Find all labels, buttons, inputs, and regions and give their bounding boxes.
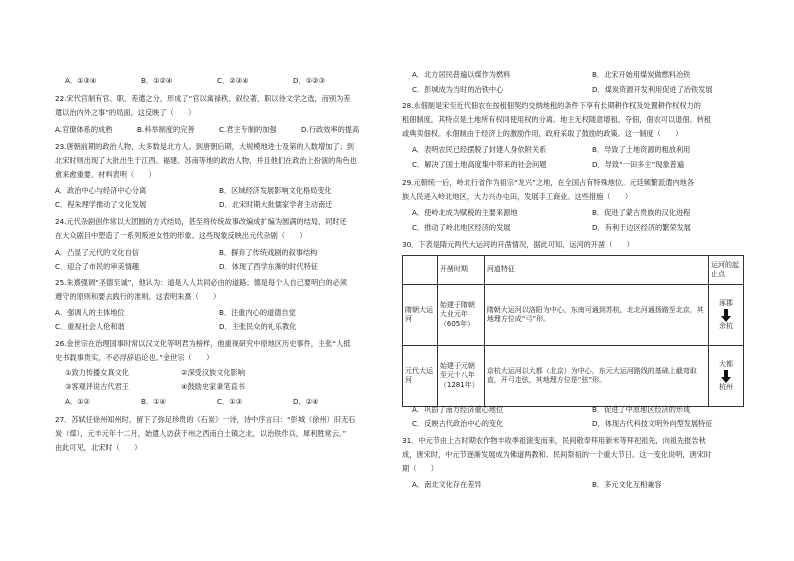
q23-option-b[interactable]: B．区域经济发展影响文化格局变化 (219, 186, 332, 195)
q24-option-b[interactable]: B．摒弃了传统戏剧的叙事结构 (219, 248, 318, 257)
down-arrow-icon (724, 309, 728, 316)
q25-stem-line: 25.朱熹强调“圣德至诚”，他认为：道是人人共同必由的道路；德是每个人自己要明白的必须 (55, 278, 348, 287)
q26-option-d[interactable]: D．②④ (293, 397, 319, 406)
table-row (403, 285, 744, 346)
q29-option-b[interactable]: B．促进了蒙古贵族的汉化进程 (592, 208, 691, 217)
q22-option-a[interactable]: A.官僚体系的成熟 (55, 125, 113, 134)
endpoints-stack (711, 360, 741, 391)
canal-endpoints (709, 346, 744, 407)
q26-item-4: ④鼓励史家秉笔直书 (181, 382, 245, 391)
q22-stem-line: 22.宋代官制有官、职、差遣之分，形成了“官以寓禄秩、叙位著，职以待文学之选，而别为差 (55, 94, 351, 103)
q29-stem-line: 29.元朝统一后，岭北行省作为祖宗“龙兴”之地，在全国占有特殊地位。元廷频繁派遣内地各 (402, 178, 695, 187)
q27-option-d[interactable]: D．煤炭资源开发利用促进了冶铁发展 (592, 85, 713, 94)
q24-stem-line: 24.元代杂剧创作常以大团圆的方式结局，甚至将传统故事改编成扩编为圆满的结局，同时还 (55, 217, 347, 226)
q27-option-a[interactable]: A．北方居民普遍以煤作为燃料 (412, 70, 511, 79)
table-header-row (403, 256, 744, 285)
q24-stem-line: 在大众剧目中塑造了一系列叛逆女性的形象。这些现象反映出元代杂剧（ ） (55, 231, 307, 240)
canal-name: 隋朝大运河 (403, 285, 438, 346)
q28-option-a[interactable]: A．表明农民已经摆脱了封建人身依附关系 (412, 145, 547, 154)
canal-end: 余杭 (719, 321, 734, 330)
down-arrow-icon (724, 370, 728, 377)
q24-option-d[interactable]: D．体现了西学东渐的时代特征 (219, 262, 318, 271)
q26-option-a[interactable]: A．①② (65, 397, 90, 406)
q23-option-d[interactable]: D．北宋时期大批儒家学者主动南迁 (219, 200, 333, 209)
q25-stem-line: 遵守的原则和要去践行的准则。这表明朱熹（ ） (55, 292, 221, 301)
q27-option-b[interactable]: B．北宋开始用煤炭做燃料冶铁 (592, 70, 691, 79)
q28-option-b[interactable]: B．导致了土地资源的粗放利用 (592, 145, 691, 154)
table-row (403, 346, 744, 407)
q28-option-d[interactable]: D．导致“一田多主”现象普遍 (592, 160, 685, 169)
q21-option-a[interactable]: A．①③④ (65, 76, 97, 85)
q31-option-b[interactable]: B．多元文化互相兼容 (592, 480, 662, 489)
q29-option-a[interactable]: A．使岭北成为赋税的主要来源地 (412, 208, 518, 217)
q29-option-d[interactable]: D．有利于边区经济的繁荣发展 (592, 223, 691, 232)
table-header-cell: 运河的起止点 (709, 256, 744, 285)
endpoints-stack (711, 299, 741, 330)
q26-item-2: ②深受汉族文化影响 (181, 368, 245, 377)
q31-option-a[interactable]: A．南北文化存在差异 (412, 480, 482, 489)
q23-stem-line: 23.唐朝前期的政治人物，大多数是北方人。到唐朝后期，大规模地进士及第的人数增加了；到 (55, 142, 354, 151)
q23-option-a[interactable]: A．政治中心与经济中心分离 (55, 186, 147, 195)
q23-option-c[interactable]: C．程朱理学推动了文化发展 (55, 200, 147, 209)
q31-stem-line: 期（ ） (402, 464, 438, 473)
q30-option-b[interactable]: B．促进了中原地区经济的形成 (592, 405, 691, 414)
canal-period: 始建于隋朝大业元年（605年） (437, 285, 484, 346)
canal-start: 涿郡 (719, 299, 734, 308)
canal-period: 始建于元朝至元十八年（1281年） (437, 346, 484, 407)
q22-option-d[interactable]: D.行政效率的提高 (301, 125, 360, 134)
q29-option-c[interactable]: C．推动了岭北地区经济的发展 (412, 223, 511, 232)
q27-stem-line: 炭（煤），元丰元年十二月，始遣人访获于州之西南白土镇之北，以治铁作兵，犀利胜常云。” (55, 429, 347, 438)
q25-option-b[interactable]: B．注重内心的道德自觉 (219, 308, 296, 317)
q30-stem-line: 30．下表是隋元两代大运河的开凿情况，据此可知，运河的开凿（ ） (402, 240, 634, 249)
q28-stem-line: 28.永佃制是宋至近代佃农在按租佃契约交纳地租的条件下享有长期耕作权及处置耕作权权力的 (402, 101, 701, 110)
q24-option-c[interactable]: C．迎合了市民的审美情趣 (55, 262, 140, 271)
q26-item-1: ①致力传播女真文化 (65, 368, 129, 377)
q25-option-a[interactable]: A．强调人的主体地位 (55, 308, 125, 317)
q25-option-d[interactable]: D．主张民众的礼乐教化 (219, 322, 297, 331)
q28-stem-line: 租佃制度，其特点是土地所有权同使用权的分离。地主无权随意增租、夺佃，佃农可以退佃、转租 (402, 115, 712, 124)
canal-name: 元代大运河 (403, 346, 438, 407)
canal-table (402, 255, 744, 407)
canal-feature: 京杭大运河以大都（北京）为中心，东元大运河路线的基础上截弯取直，开弓走弦，其地理方位是“弦”形。 (484, 346, 708, 407)
q25-option-c[interactable]: C．重视社会人伦和谐 (55, 322, 125, 331)
q26-option-c[interactable]: C．①③ (217, 397, 243, 406)
table-header-cell (403, 256, 438, 285)
q24-option-a[interactable]: A．凸显了元代的文化自信 (55, 248, 139, 257)
q31-stem-line: 成，唐宋时，中元节逐渐发展成为佛道两教和、民间祭祖的一个重大节日。这一变化说明，唐宋时 (402, 450, 712, 459)
q29-stem-line: 族人民进入岭北地区，大力兴办屯田，发展手工商业。这些措施（ ） (402, 192, 633, 201)
q26-stem-line: 史书载事贵实，不必浮辞谄论也。”金世宗（ ） (55, 353, 214, 362)
canal-feature: 隋朝大运河以洛阳为中心，东南可通到苏杭，北北河通扬路至北京，其地理方位成“弓”形。 (484, 285, 708, 346)
q21-option-d[interactable]: D．①②③ (293, 76, 326, 85)
q30-option-d[interactable]: D．体现古代科技文明外向型发展特征 (592, 419, 713, 428)
q21-option-b[interactable]: B．①②④ (141, 76, 173, 85)
q28-stem-line: 或典卖佃权。永佃制由于经济上的激励作用，政府采取了鼓励的政策。这一制度（ ） (402, 129, 683, 138)
q27-option-c[interactable]: C．彭城成为当时的冶铁中心 (412, 85, 504, 94)
q23-stem-line: 愈来愈重要。材料表明（ ） (55, 170, 156, 179)
q31-stem-line: 31．中元节由上古时期农作物丰收季祖演变而来，民间敬奉拜用新米等拜祀祖先，向祖先报告秋 (402, 436, 706, 445)
q28-option-c[interactable]: C．解决了国土地高度集中带来的社会问题 (412, 160, 547, 169)
q27-stem-line: 27．苏轼任徐州知州时，留下了弥足珍贵的《石炭》一诗，诗中序言曰：“彭城（徐州）旧无石 (55, 415, 356, 424)
q23-stem-line: 北宋时则出现了大批出生于江西、福建、苏南等地的政治人物，并且他们在政治上扮演的角色也 (55, 156, 357, 165)
q21-option-c[interactable]: C．②③④ (217, 76, 249, 85)
q30-option-c[interactable]: C．反映古代政治中心的变化 (412, 419, 504, 428)
q26-item-3: ③客观评说古代君王 (65, 382, 129, 391)
q27-stem-line: 由此可见，北宋时（ ） (55, 443, 142, 452)
q22-option-b[interactable]: B.科举制度的完善 (137, 125, 195, 134)
table-header-cell: 开凿时期 (437, 256, 484, 285)
table-header-cell: 河道特征 (484, 256, 708, 285)
canal-end: 杭州 (719, 382, 734, 391)
q22-option-c[interactable]: C.君主专制的加强 (219, 125, 277, 134)
canal-start: 大都 (719, 360, 734, 369)
q26-stem-line: 26.金世宗在治理国事时常以汉文化等明君为榜样，他重视研究中原地区历史事件，主张“人抵 (55, 339, 351, 348)
q22-stem-line: 遣以治内外之事”的局面。这反映了（ ） (55, 108, 196, 117)
canal-endpoints (709, 285, 744, 346)
q30-option-a[interactable]: A．巩固了南方经济重心地位 (412, 405, 504, 414)
q26-option-b[interactable]: B．①④ (141, 397, 167, 406)
